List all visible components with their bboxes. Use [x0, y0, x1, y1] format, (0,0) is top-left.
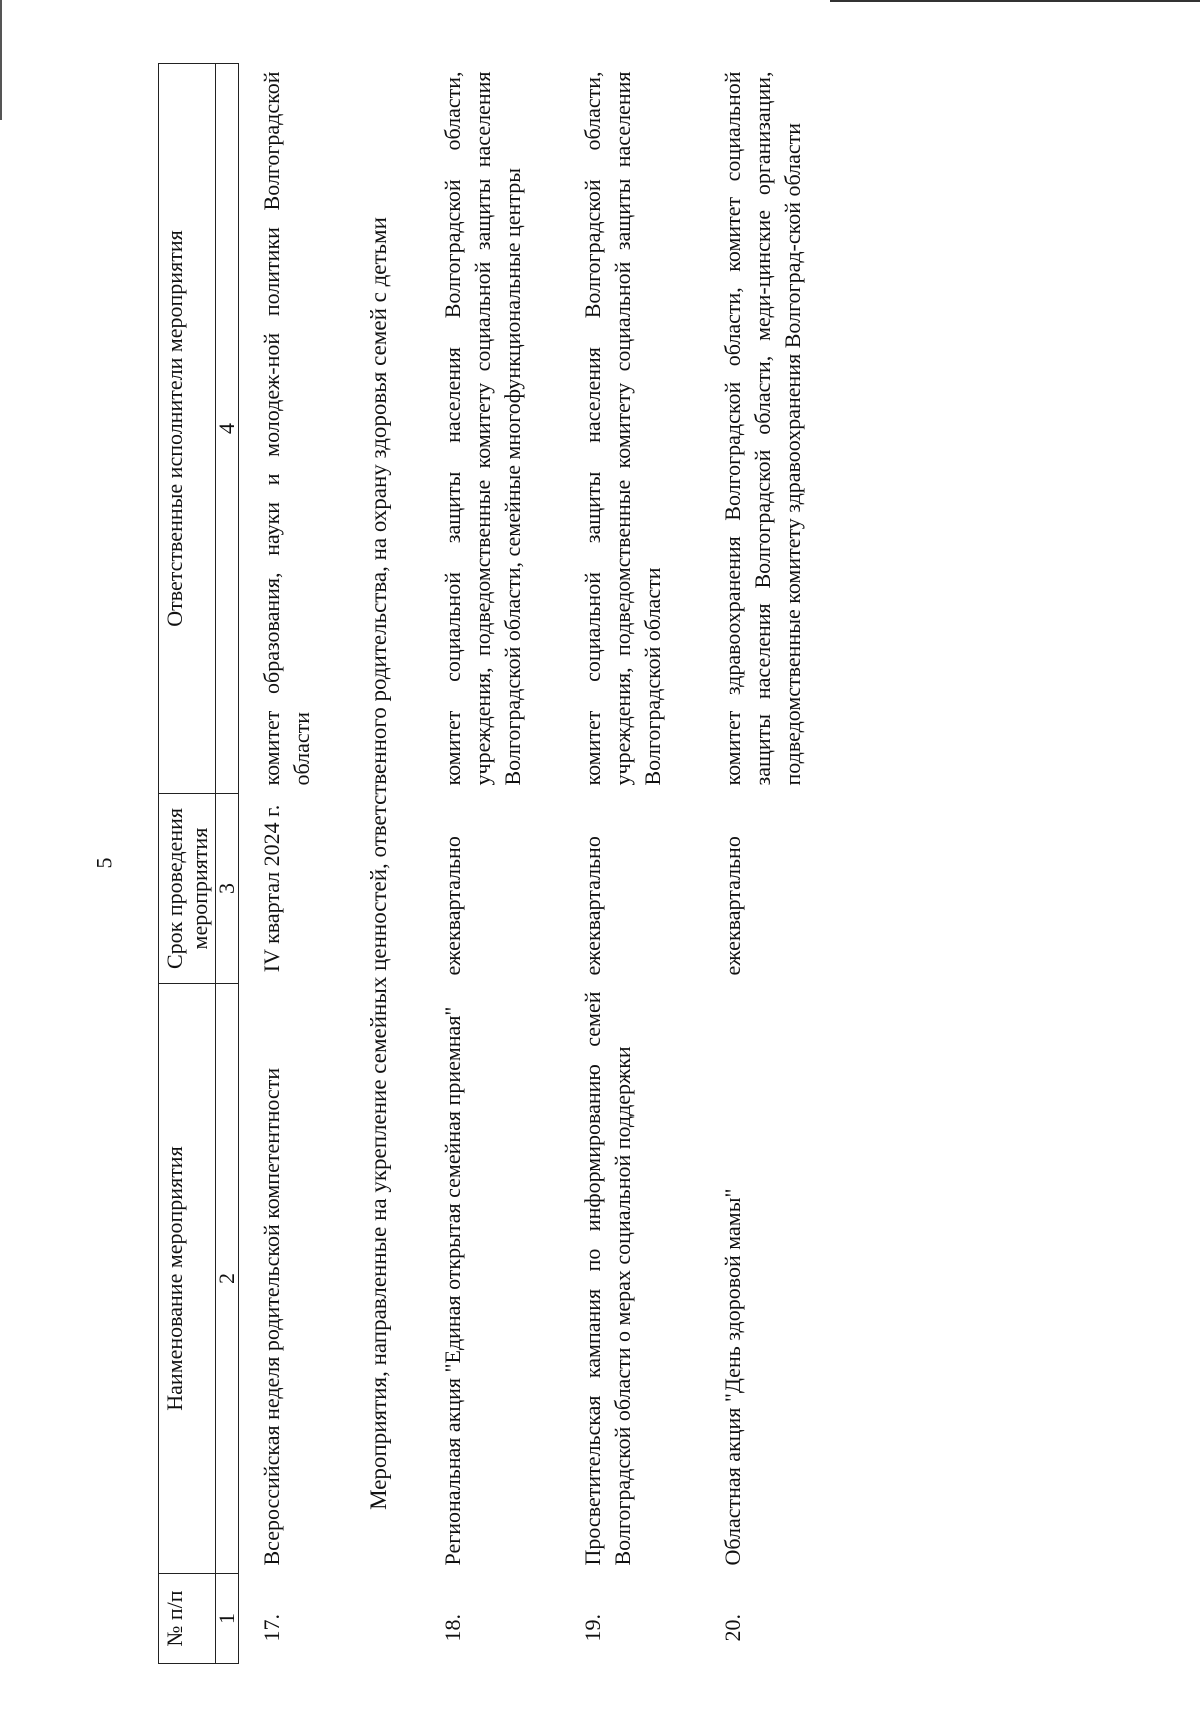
column-number: 2 [216, 984, 239, 1574]
row-responsible: комитет образования, науки и молодеж-ной политики Волгоградской области [259, 71, 314, 786]
section-heading: Мероприятия, направленные на укрепление семейных ценностей, ответственного родительства, на охрану здоровья семей с детьми [366, 217, 391, 1510]
column-number: 1 [216, 1574, 239, 1664]
row-number: 20. [720, 1614, 745, 1642]
header-term: Срок проведения мероприятия [159, 794, 216, 984]
scan-edge-line [830, 0, 1200, 2]
table-row [434, 64, 574, 1664]
header-responsible: Ответственные исполнители мероприятия [159, 64, 216, 794]
column-number-row [216, 64, 239, 1664]
row-name: Всероссийская неделя родительской компетентности [259, 1067, 284, 1566]
page-number: 5 [91, 857, 117, 869]
table-row [714, 64, 854, 1664]
row-responsible: комитет социальной защиты населения Волгоградской области, учреждения, подведомственные комитету социальной защиты населения Волгоградской области [580, 71, 665, 786]
section-heading-row [363, 64, 434, 1664]
rotated-document [158, 64, 1038, 1664]
row-term: ежеквартально [580, 836, 605, 976]
events-table [158, 63, 854, 1664]
row-responsible: комитет здравоохранения Волгоградской области, комитет социальной защиты населения Волгоградской области, меди-цинские организации, подведомственные комитету здравоохранения Волгоград-ской области [720, 71, 805, 786]
row-number: 17. [259, 1614, 284, 1642]
row-number: 19. [580, 1614, 605, 1642]
row-number: 18. [440, 1614, 465, 1642]
table-row [253, 64, 363, 1664]
scan-edge-line [0, 0, 2, 120]
row-term: ежеквартально [720, 836, 745, 976]
row-name: Региональная акция "Единая открытая семейная приемная" [440, 1006, 465, 1566]
header-name: Наименование мероприятия [159, 984, 216, 1574]
row-responsible: комитет социальной защиты населения Волгоградской области, учреждения, подведомственные комитету социальной защиты населения Волгоградской области, семейные многофункциональные центры [440, 71, 525, 786]
table-header-row [159, 64, 216, 1664]
column-number: 4 [216, 64, 239, 794]
column-number: 3 [216, 794, 239, 984]
table-row [574, 64, 714, 1664]
row-term: ежеквартально [440, 836, 465, 976]
row-name: Просветительская кампания по информированию семей Волгоградской области о мерах социальной поддержки [580, 991, 635, 1566]
row-name: Областная акция "День здоровой мамы" [720, 1188, 745, 1566]
header-num: № п/п [159, 1574, 216, 1664]
row-term: IV квартал 2024 г. [259, 804, 284, 973]
